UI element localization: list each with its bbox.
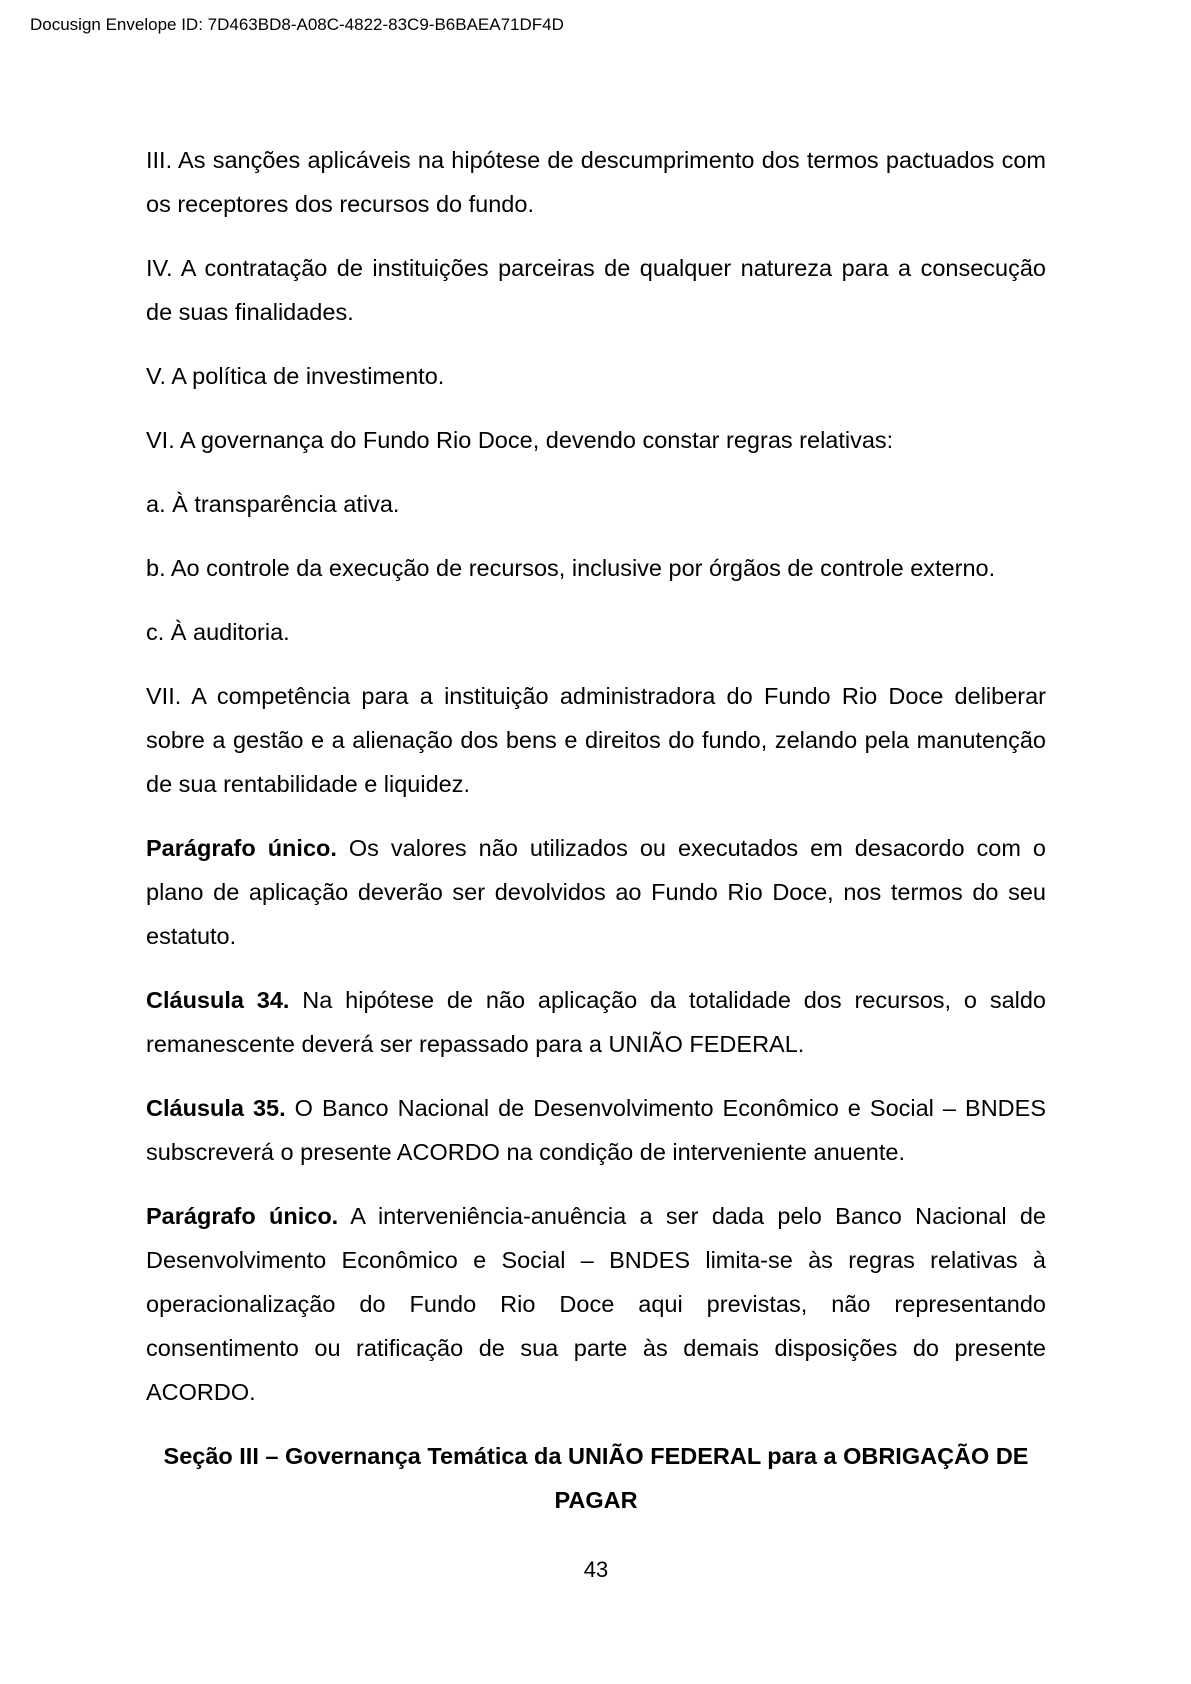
- paragraph-text: Os valores não utilizados ou executados em desacordo com o plano de aplicação deverão ser devolvidos ao Fundo Rio Doce, nos termos do seu estatuto.: [146, 835, 1047, 949]
- paragraph-item-v: V. A política de investimento.: [146, 363, 445, 389]
- paragraph-item-b: b. Ao controle da execução de recursos, inclusive por órgãos de controle externo.: [146, 555, 996, 581]
- paragraph-item-iv: IV. A contratação de instituições parceiras de qualquer natureza para a consecução de suas finalidades.: [146, 255, 1046, 325]
- paragraph-item-a: a. À transparência ativa.: [146, 491, 400, 517]
- paragraph-text: O Banco Nacional de Desenvolvimento Econômico e Social – BNDES subscreverá o presente ACORDO na condição de interveniente anuente.: [146, 1095, 1046, 1165]
- paragraph-lead: Cláusula 35.: [146, 1095, 286, 1121]
- paragraph-text: A interveniência-anuência a ser dada pelo Banco Nacional de Desenvolvimento Econômico e Social – BNDES limita-se às regras relativas à operacionalização do Fundo Rio Doce aqui previstas, não representando consentimento ou ratificação de sua parte às demais disposições do presente ACORDO.: [146, 1203, 1047, 1405]
- paragraph-item-iii: III. As sanções aplicáveis na hipótese de descumprimento dos termos pactuados com os receptores dos recursos do fundo.: [146, 147, 1046, 217]
- paragraph-lead: Parágrafo único.: [146, 835, 337, 861]
- paragraph-item-vi: VI. A governança do Fundo Rio Doce, devendo constar regras relativas:: [146, 427, 894, 453]
- paragraph-clausula-35: [146, 1086, 1046, 1174]
- paragraph-paragrafo-unico-2: [146, 1194, 1046, 1414]
- paragraph-clausula-34: [146, 978, 1046, 1066]
- paragraph-item-vii: VII. A competência para a instituição administradora do Fundo Rio Doce deliberar sobre a gestão e a alienação dos bens e direitos do fundo, zelando pela manutenção de sua rentabilidade e liquidez.: [146, 683, 1046, 797]
- paragraph-paragrafo-unico-1: [146, 826, 1046, 958]
- page-number: 43: [583, 1557, 609, 1582]
- paragraph-lead: Cláusula 34.: [146, 987, 290, 1013]
- document-body: [146, 138, 1046, 1542]
- paragraph-text: Na hipótese de não aplicação da totalidade dos recursos, o saldo remanescente deverá ser repassado para a UNIÃO FEDERAL.: [146, 987, 1046, 1057]
- paragraph-item-c: c. À auditoria.: [146, 619, 290, 645]
- section-heading: Seção III – Governança Temática da UNIÃO FEDERAL para a OBRIGAÇÃO DE PAGAR: [163, 1443, 1029, 1513]
- paragraph-lead: Parágrafo único.: [146, 1203, 339, 1229]
- docusign-envelope-id: Docusign Envelope ID: 7D463BD8-A08C-4822-83C9-B6BAEA71DF4D: [30, 15, 564, 34]
